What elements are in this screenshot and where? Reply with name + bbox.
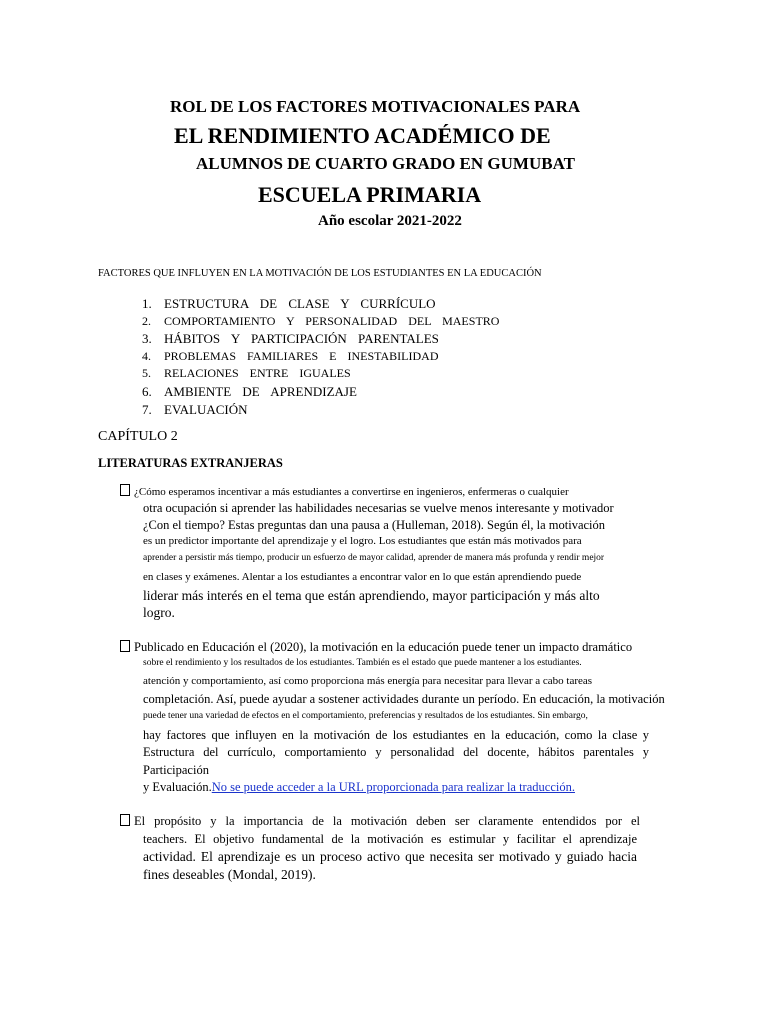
paragraph-line: ¿Con el tiempo? Estas preguntas dan una pausa a (Hulleman, 2018). Según él, la motivación: [143, 518, 606, 532]
title-line-4: ESCUELA PRIMARIA: [258, 182, 482, 207]
factor-item: 5. RELACIONES ENTRE IGUALES: [142, 366, 351, 380]
factor-item: 4. PROBLEMAS FAMILIARES E INESTABILIDAD: [142, 349, 439, 363]
paragraph-line: es un predictor importante del aprendizaje y el logro. Los estudiantes que están más motivados para: [143, 535, 582, 547]
paragraph-line: completación. Así, puede ayudar a sostener actividades durante un período. En educación, la motivación: [143, 692, 665, 706]
factor-item: 1. ESTRUCTURA DE CLASE Y CURRÍCULO: [142, 296, 436, 311]
paragraph-line: sobre el rendimiento y los resultados de los estudiantes. También es el estado que puede mantener a los estudiantes.: [143, 658, 582, 668]
title-line-2: EL RENDIMIENTO ACADÉMICO DE: [174, 123, 551, 148]
factor-item: 2. COMPORTAMIENTO Y PERSONALIDAD DEL MAESTRO: [142, 314, 500, 328]
factor-item: 6. AMBIENTE DE APRENDIZAJE: [142, 384, 357, 399]
school-year: Año escolar 2021-2022: [318, 213, 462, 229]
paragraph-line: actividad. El aprendizaje es un proceso activo que necesita ser motivado y guiado hacia: [143, 849, 637, 864]
factor-item: 7. EVALUACIÓN: [142, 402, 248, 417]
title-line-1: ROL DE LOS FACTORES MOTIVACIONALES PARA: [170, 97, 581, 116]
paragraph-line: liderar más interés en el tema que están aprendiendo, mayor participación y más alto: [143, 588, 600, 603]
paragraph-line: y Evaluación.No se puede acceder a la URL proporcionada para realizar la traducción.: [143, 780, 575, 794]
factors-heading: FACTORES QUE INFLUYEN EN LA MOTIVACIÓN DE LOS ESTUDIANTES EN LA EDUCACIÓN: [98, 268, 542, 279]
paragraph-line: logro.: [143, 605, 175, 620]
factor-item: 3. HÁBITOS Y PARTICIPACIÓN PARENTALES: [142, 331, 439, 346]
paragraph-line: atención y comportamiento, así como proporciona más energía para necesitar para llevar a cabo tareas: [143, 675, 593, 687]
paragraph-line: teachers. El objetivo fundamental de la motivación es estimular y facilitar el aprendizaje: [143, 832, 637, 846]
chapter-heading: CAPÍTULO 2: [98, 429, 178, 444]
paragraph-line: aprender a persistir más tiempo, producir un esfuerzo de mayor calidad, aprender de manera más profunda y rendir mejor: [143, 553, 605, 563]
paragraph-line: fines deseables (Mondal, 2019).: [143, 867, 316, 882]
missing-glyph-box-icon: [120, 640, 130, 652]
paragraph-line: Participación: [143, 763, 209, 777]
title-line-3: ALUMNOS DE CUARTO GRADO EN GUMUBAT: [196, 154, 575, 173]
missing-glyph-box-icon: [120, 484, 130, 496]
missing-glyph-box-icon: [120, 814, 130, 826]
paragraph-line: puede tener una variedad de efectos en el comportamiento, preferencias y resultados de los estudiantes. Sin embargo,: [143, 711, 588, 721]
paragraph-line: Estructura del currículo, comportamiento y personalidad del docente, hábitos parentales y: [143, 745, 649, 759]
translation-error-link[interactable]: No se puede acceder a la URL proporcionada para realizar la traducción.: [211, 780, 575, 794]
paragraph-line: hay factores que influyen en la motivación de los estudiantes en la educación, como la clase y: [143, 728, 649, 742]
paragraph-line: El propósito y la importancia de la motivación deben ser claramente entendidos por el: [120, 814, 640, 829]
section-heading: LITERATURAS EXTRANJERAS: [98, 456, 283, 470]
paragraph-line: en clases y exámenes. Alentar a los estudiantes a encontrar valor en lo que están aprendiendo puede: [143, 571, 582, 583]
paragraph-line: ¿Cómo esperamos incentivar a más estudiantes a convertirse en ingenieros, enfermeras o cualquier: [120, 484, 569, 498]
paragraph-line: otra ocupación si aprender las habilidades necesarias se vuelve menos interesante y motivador: [143, 501, 614, 515]
paragraph-line: Publicado en Educación el (2020), la motivación en la educación puede tener un impacto dramático: [120, 640, 632, 655]
